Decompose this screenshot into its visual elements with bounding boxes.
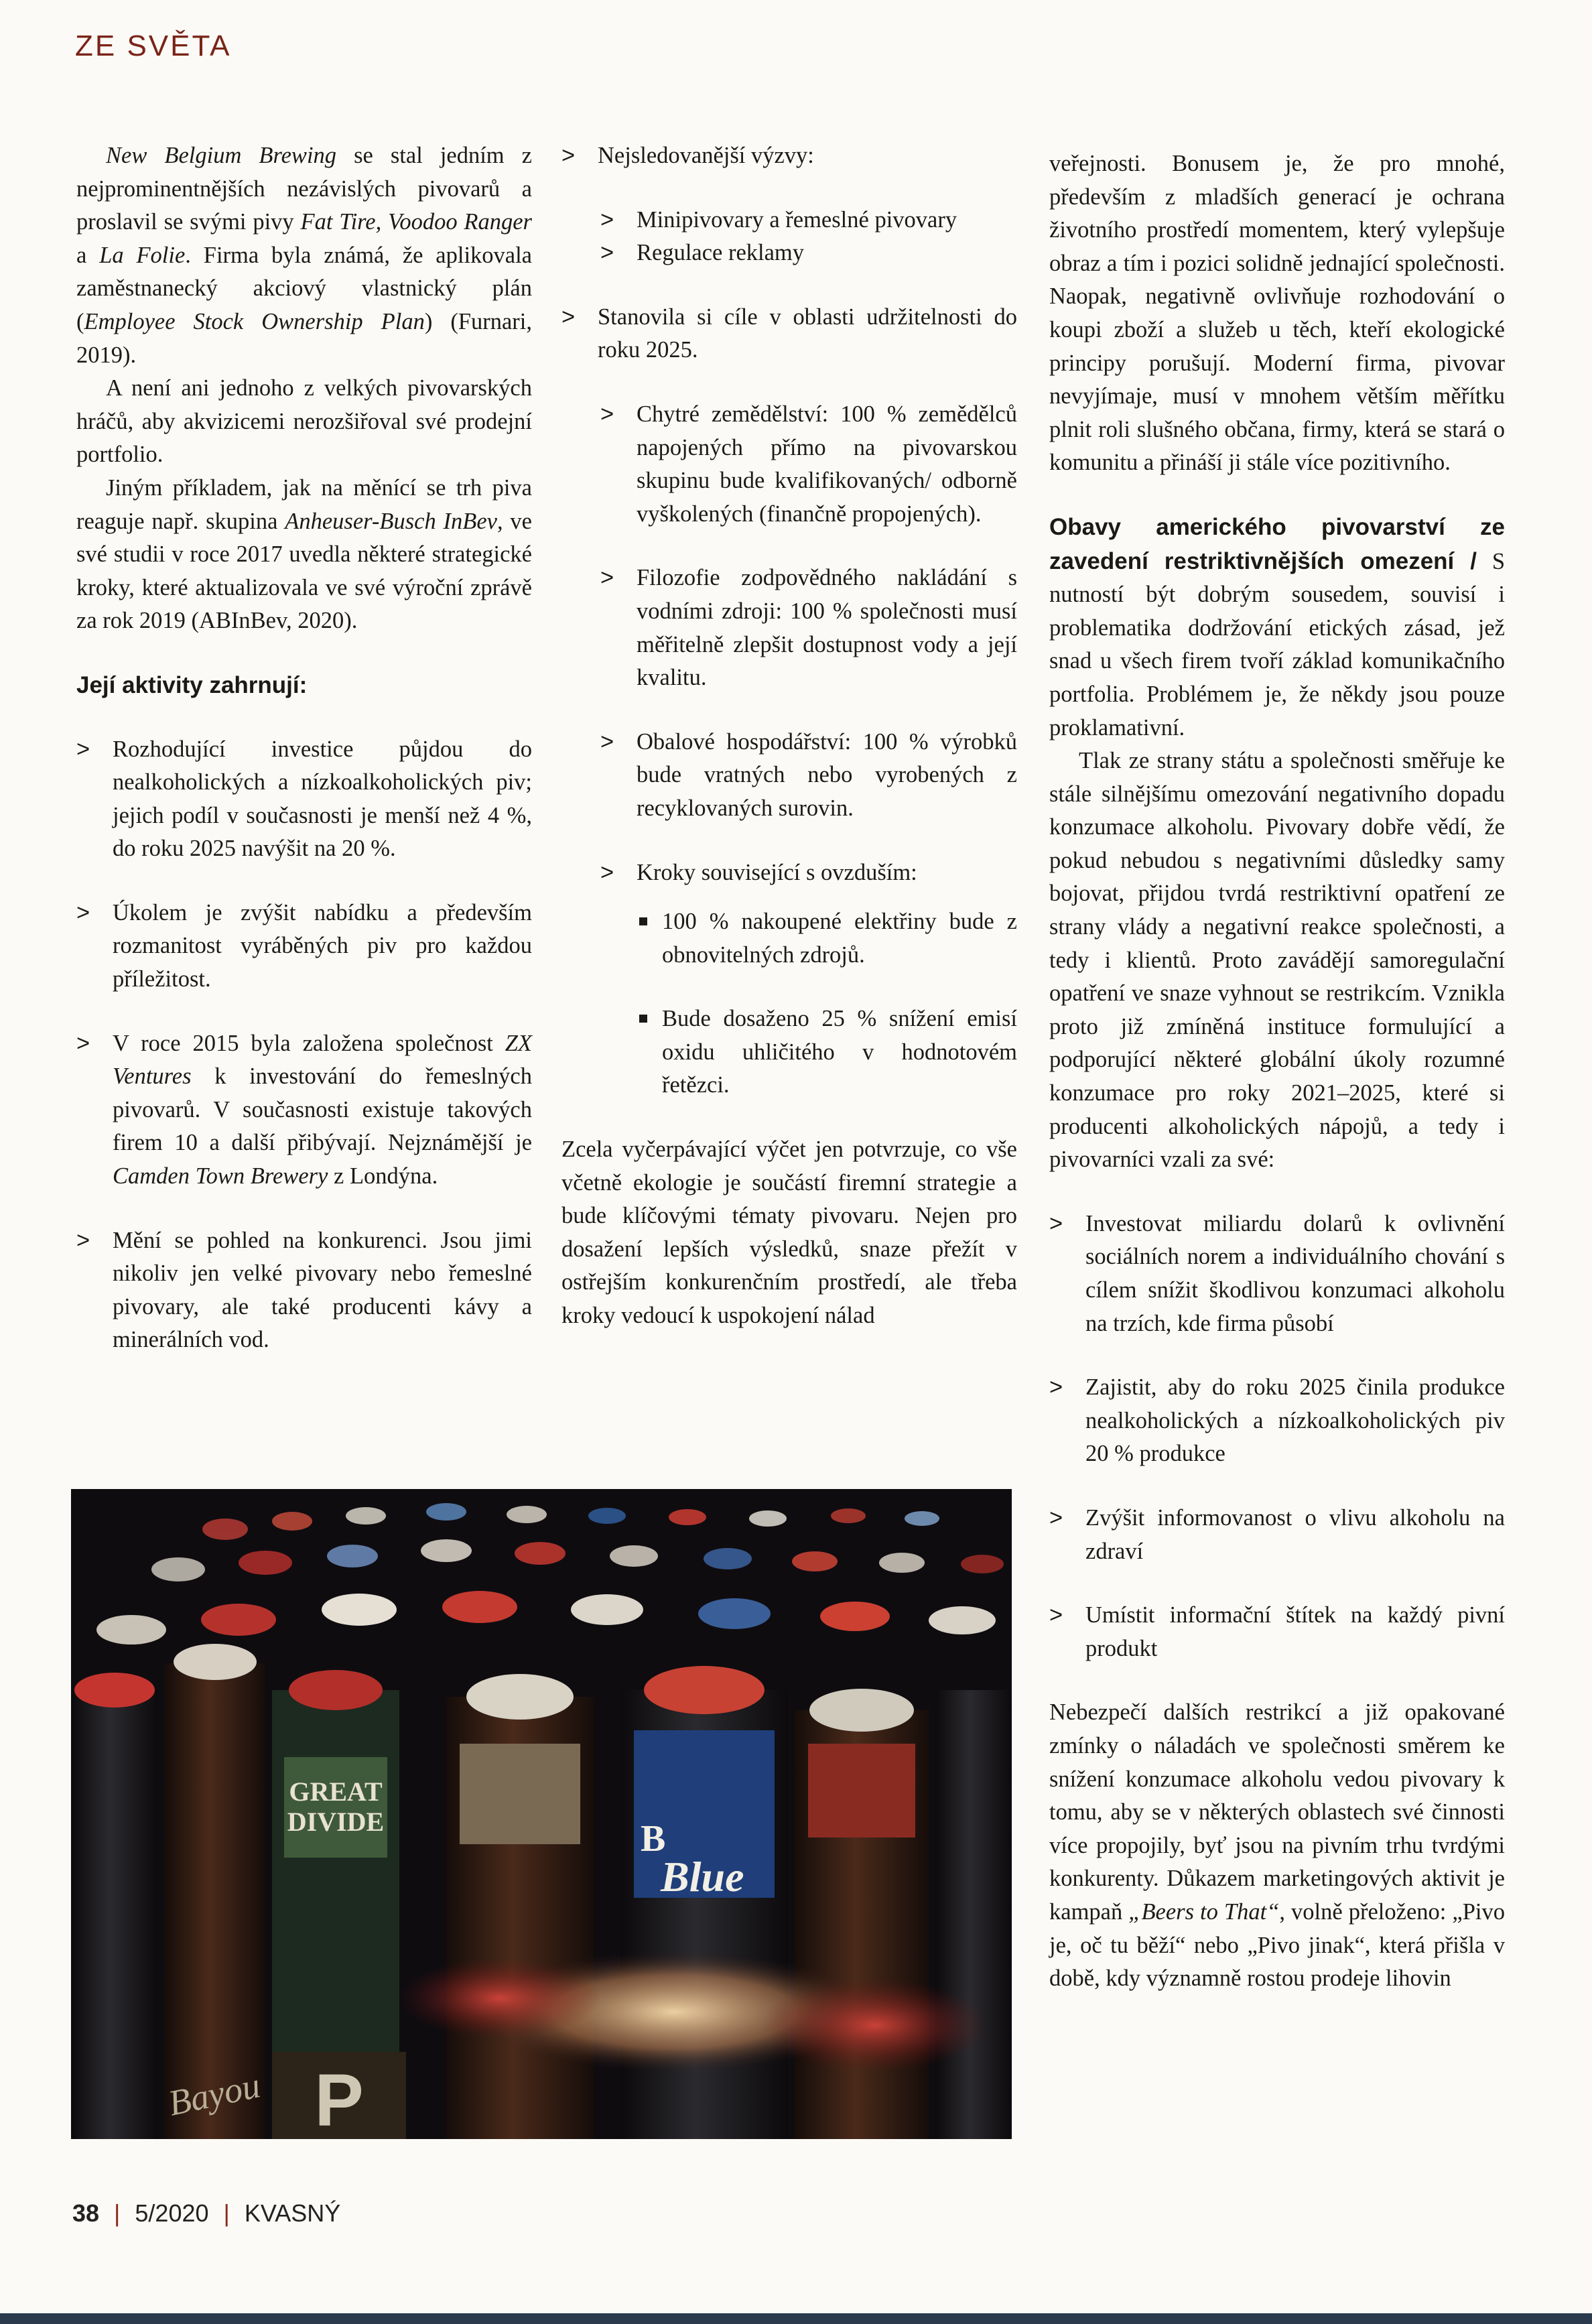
sub-bullet-item: > Filozofie zodpovědného nakládání s vodními zdroji: 100 % společnosti musí měřitelně zlepšit dostupnost vody a její kvalitu.: [561, 562, 1017, 694]
footer-separator: |: [114, 2199, 121, 2227]
paragraph: A není ani jednoho z velkých pivovarských hráčů, aby akvizicemi nerozšiřoval své prodejní portfolio.: [76, 375, 532, 468]
page-footer: [72, 2199, 340, 2228]
section-header: ZE SVĚTA: [75, 29, 232, 62]
bullet-item: > Mění se pohled na konkurenci. Jsou jimi nikoliv jen velké pivovary nebo řemeslné pivovary, ale také producenti kávy a minerálních vod.: [76, 1224, 532, 1357]
bottle-label-divide: DIVIDE: [287, 1807, 385, 1837]
paragraph: Jiným příkladem, jak na měnící se trh piva reaguje např. skupina Anheuser-Busch InBev, ve své studii v roce 2017 uvedla některé strategické kroky, které aktualizovala ve své výroční zprávě za rok 2019 (ABInBev, 2020).: [76, 474, 532, 634]
column-2: [561, 139, 1017, 1333]
bottle-label-b: B: [641, 1818, 666, 1860]
issue-number: 5/2020: [135, 2199, 209, 2227]
bullet-item: > Investovat miliardu dolarů k ovlivnění sociálních norem a individuálního chování s cílem snížit škodlivou konzumaci alkoholu na trzích, kde firma působí: [1049, 1208, 1505, 1340]
bullet-item: > Stanovila si cíle v oblasti udržitelnosti do roku 2025.: [561, 301, 1017, 367]
paragraph: Obavy amerického pivovarství ze zavedení restriktivnějších omezení / S nutností být dobrým sousedem, souvisí i problematika dodržování etických zásad, jež snad u všech firem tvoří základ komunikačního portfolia. Problémem je, že někdy jsou pouze proklamativní.: [1049, 513, 1505, 740]
bottle-label-great: GREAT: [289, 1777, 383, 1807]
sub-bullet-item: > Obalové hospodářství: 100 % výrobků bude vratných nebo vyrobených z recyklovaných surovin.: [561, 726, 1017, 826]
beer-bottles-illustration: [71, 1489, 1012, 2139]
sub-bullet-item: > Regulace reklamy: [561, 237, 1017, 270]
square-bullet-item: 100 % nakoupené elektřiny bude z obnovitelných zdrojů.: [561, 905, 1017, 972]
footer-separator: |: [223, 2199, 230, 2227]
column-3: [1049, 147, 1505, 1996]
beer-bottles-photo: [71, 1489, 1012, 2139]
bullet-item: > Umístit informační štítek na každý pivní produkt: [1049, 1599, 1505, 1665]
paragraph: New Belgium Brewing se stal jedním z nejprominentnějších nezávislých pivovarů a proslavil se svými pivy Fat Tire, Voodoo Ranger a La Folie. Firma byla známá, že aplikovala zaměstnanecký akciový vlastnický plán (Employee Stock Ownership Plan) (Furnari, 2019).: [76, 143, 532, 368]
bullet-item: > V roce 2015 byla založena společnost ZX Ventures k investování do řemeslných pivovarů. V současnosti existuje takových firem 10 a další přibývají. Nejznámější je Camden Town Brewery z Londýna.: [76, 1027, 532, 1193]
square-bullet-item: Bude dosaženo 25 % snížení emisí oxidu uhličitého v hodnotovém řetězci.: [561, 1003, 1017, 1102]
bullet-item: > Zvýšit informovanost o vlivu alkoholu na zdraví: [1049, 1502, 1505, 1568]
magazine-name: KVASNÝ: [244, 2199, 341, 2227]
subheading: Obavy amerického pivovarství ze zavedení restriktivnějších omezení /: [1049, 513, 1505, 574]
bullet-item: > Rozhodující investice půjdou do nealkoholických a nízkoalkoholických piv; jejich podíl v současnosti je menší než 4 %, do roku 2025 navýšit na 20 %.: [76, 733, 532, 866]
bottle-label-p: P: [314, 2059, 364, 2139]
bullet-item: > Nejsledovanější výzvy:: [561, 139, 1017, 173]
bottle-label-blue: Blue: [661, 1853, 744, 1900]
bottle-label-bayou: Bayou: [165, 2065, 264, 2124]
column-1: [76, 139, 532, 1357]
paragraph: Zcela vyčerpávající výčet jen potvrzuje, co vše včetně ekologie je součástí firemní strategie a bude klíčovými tématy pivovaru. Nejen pro dosažení lepších výsledků, snaze přežít v ostřejším konkurenčním prostředí, ale třeba kroky vedoucí k uspokojení nálad: [561, 1137, 1017, 1329]
sub-bullet-item: > Kroky související s ovzduším:: [561, 856, 1017, 890]
sub-bullet-item: > Chytré zemědělství: 100 % zemědělců napojených přímo na pivovarskou skupinu bude kvalifikovaných/ odborně vyškolených (finančně propojených).: [561, 398, 1017, 531]
page-bottom-edge: [0, 2313, 1592, 2324]
bullet-item: > Zajistit, aby do roku 2025 činila produkce nealkoholických a nízkoalkoholických piv 20 % produkce: [1049, 1371, 1505, 1471]
paragraph: veřejnosti. Bonusem je, že pro mnohé, především z mladších generací je ochrana životního prostředí momentem, který vylepšuje obraz a tím i pozici solidně jednající společnosti. Naopak, negativně ovlivňuje rozhodování o koupi zboží a služeb u těch, kteří ekologické principy porušují. Moderní firma, pivovar nevyjímaje, musí v mnohem větším měřítku plnit roli slušného občana, firmy, která se stará o komunitu a přináší ji stále více pozitivního.: [1049, 151, 1505, 476]
paragraph: Nebezpečí dalších restrikcí a již opakované zmínky o náladách ve společnosti směrem ke snížení konzumace alkoholu vedou pivovary k tomu, aby se v některých oblastech své činnosti více propojily, byť jsou na pivním trhu tvrdými konkurenty. Důkazem marketingových aktivit je kampaň „Beers to That“, volně přeloženo: „Pivo je, oč tu běží“ nebo „Pivo jinak“, která přišla v době, kdy významně rostou prodeje lihovin: [1049, 1699, 1505, 1992]
page-number: 38: [72, 2199, 100, 2227]
paragraph: Tlak ze strany státu a společnosti směřuje ke stále silnějšímu omezování negativního dopadu konzumace alkoholu. Pivovary dobře vědí, že pokud nebudou s negativními důsledky samy bojovat, přijdou tvrdá restriktivní opatření ze strany vlády a negativní reakce společnosti, a tedy i klientů. Proto zavádějí samoregulační opatření ve snaze vyhnout se restrikcím. Vznikla proto již zmíněná instituce formulující a podporující některé globální úkoly rozumné konzumace pro roky 2021–2025, které si producenti alkoholických nápojů, a tedy i pivovarníci vzali za své:: [1049, 748, 1505, 1173]
bullet-item: > Úkolem je zvýšit nabídku a především rozmanitost vyráběných piv pro každou příležitost.: [76, 897, 532, 996]
sub-bullet-item: > Minipivovary a řemeslné pivovary: [561, 204, 1017, 237]
subheading: Její aktivity zahrnují:: [76, 671, 308, 698]
